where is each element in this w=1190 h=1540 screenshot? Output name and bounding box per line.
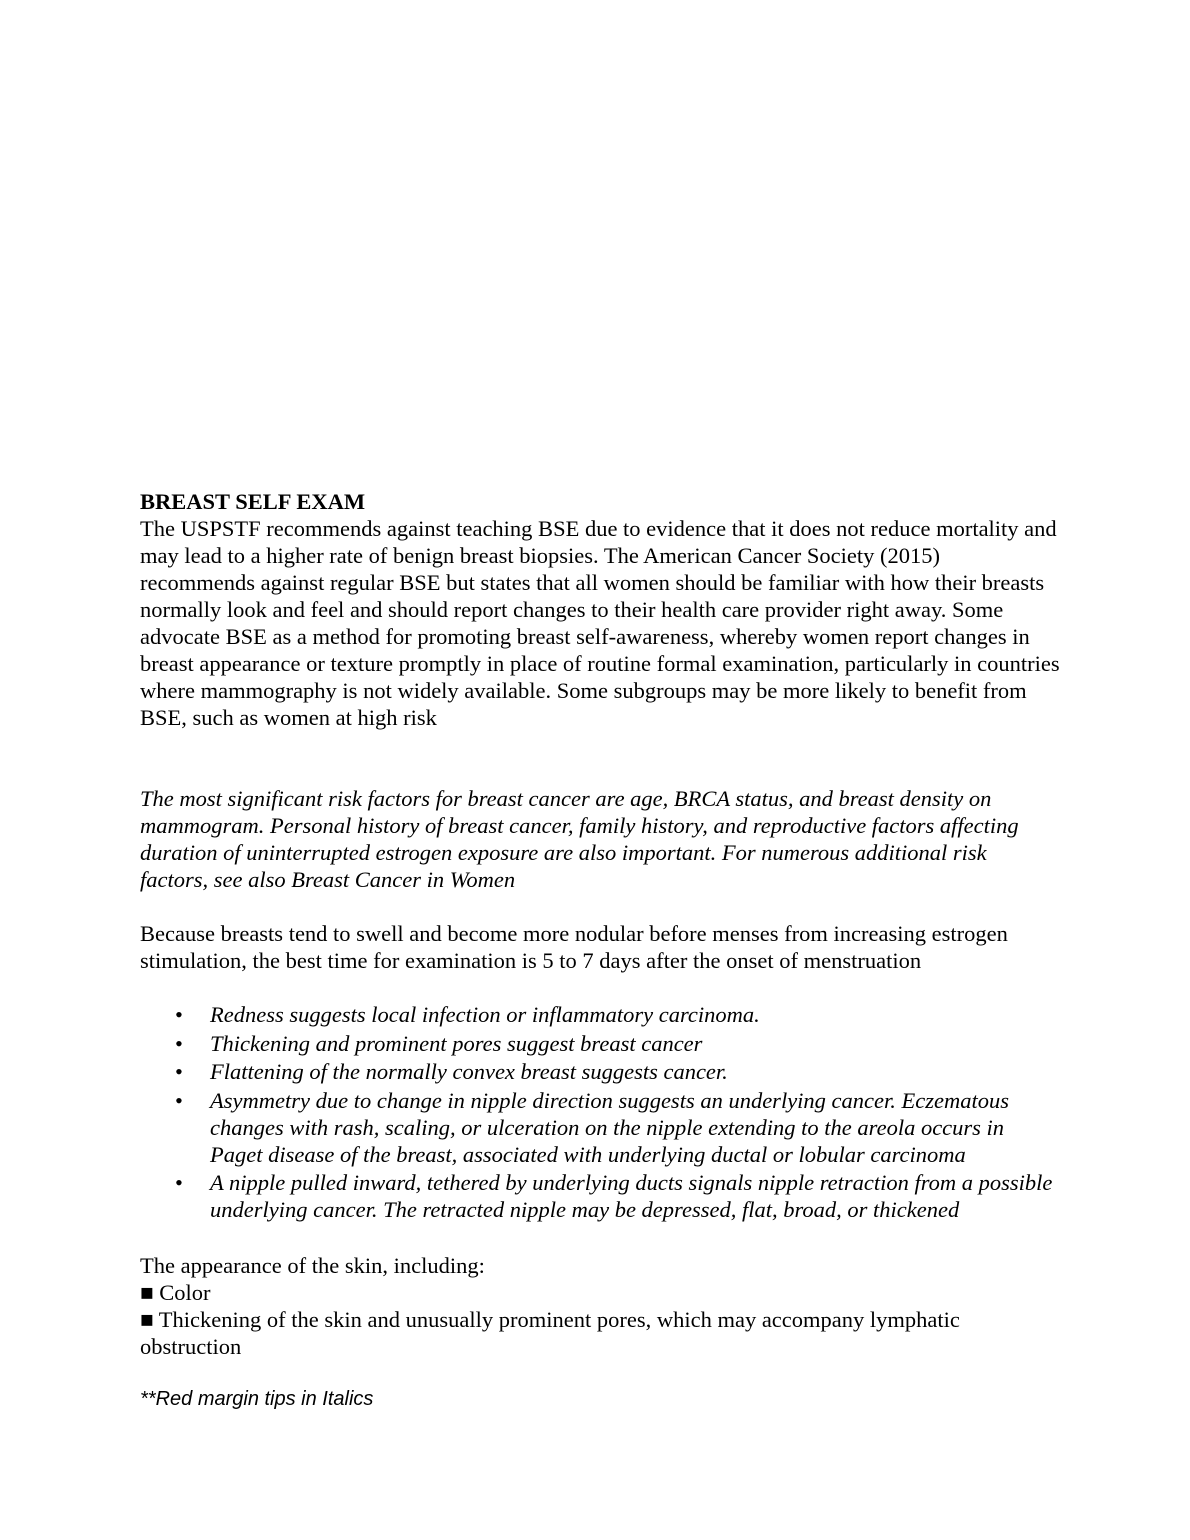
risk-factors-tip: The most significant risk factors for breast cancer are age, BRCA status, and breast density on mammogram. Personal history of breast cancer, family history, and reproductive factors affecting duration of uninterrupted estrogen exposure are also important. For numerous additional risk factors, see also Breast Cancer in Women	[140, 786, 1019, 892]
list-item	[140, 1087, 1060, 1168]
bullet-icon: •	[175, 1002, 183, 1027]
bullet-icon: •	[175, 1059, 183, 1084]
document-page	[140, 488, 1060, 1411]
list-item-text: Flattening of the normally convex breast suggests cancer.	[210, 1059, 728, 1084]
bullet-icon: •	[175, 1030, 183, 1056]
list-item	[140, 1169, 1060, 1223]
skin-item-color: ■ Color	[140, 1279, 211, 1305]
list-item	[140, 1001, 1060, 1028]
list-item-text: Thickening and prominent pores suggest breast cancer	[210, 1030, 703, 1056]
spacer	[140, 1360, 1060, 1387]
list-item	[140, 1058, 1060, 1085]
list-item	[140, 1030, 1060, 1057]
footnote: **Red margin tips in Italics	[140, 1387, 374, 1410]
spacer	[140, 731, 1060, 785]
skin-item-thickening: ■ Thickening of the skin and unusually prominent pores, which may accompany lymphatic obstruction	[140, 1306, 960, 1359]
spacer	[140, 1225, 1060, 1252]
document-title: BREAST SELF EXAM	[140, 489, 366, 514]
skin-heading: The appearance of the skin, including:	[140, 1252, 485, 1278]
spacer	[140, 974, 1060, 1001]
exam-timing-paragraph: Because breasts tend to swell and become more nodular before menses from increasing estrogen stimulation, the best time for examination is 5 to 7 days after the onset of menstruation	[140, 921, 1008, 973]
list-item-text: A nipple pulled inward, tethered by underlying ducts signals nipple retraction from a possible underlying cancer. The retracted nipple may be depressed, flat, broad, or thickened	[210, 1170, 1053, 1222]
list-item-text: Redness suggests local infection or inflammatory carcinoma.	[210, 1002, 760, 1027]
spacer	[140, 893, 1060, 920]
bullet-icon: •	[175, 1087, 183, 1113]
tips-list	[140, 1001, 1060, 1223]
list-item-text: Asymmetry due to change in nipple direction suggests an underlying cancer. Eczematous changes with rash, scaling, or ulceration on the nipple extending to the areola occurs in Paget disease of the breast, associated with underlying ductal or lobular carcinoma	[210, 1087, 1010, 1167]
bullet-icon: •	[175, 1170, 183, 1195]
intro-paragraph: The USPSTF recommends against teaching BSE due to evidence that it does not reduce mortality and may lead to a higher rate of benign breast biopsies. The American Cancer Society (2015) recommends against regular BSE but states that all women should be familiar with how their breasts normally look and feel and should report changes to their health care provider right away. Some advocate BSE as a method for promoting breast self-awareness, whereby women report changes in breast appearance or texture promptly in place of routine formal examination, particularly in countries where mammography is not widely available. Some subgroups may be more likely to benefit from BSE, such as women at high risk	[140, 516, 1060, 730]
